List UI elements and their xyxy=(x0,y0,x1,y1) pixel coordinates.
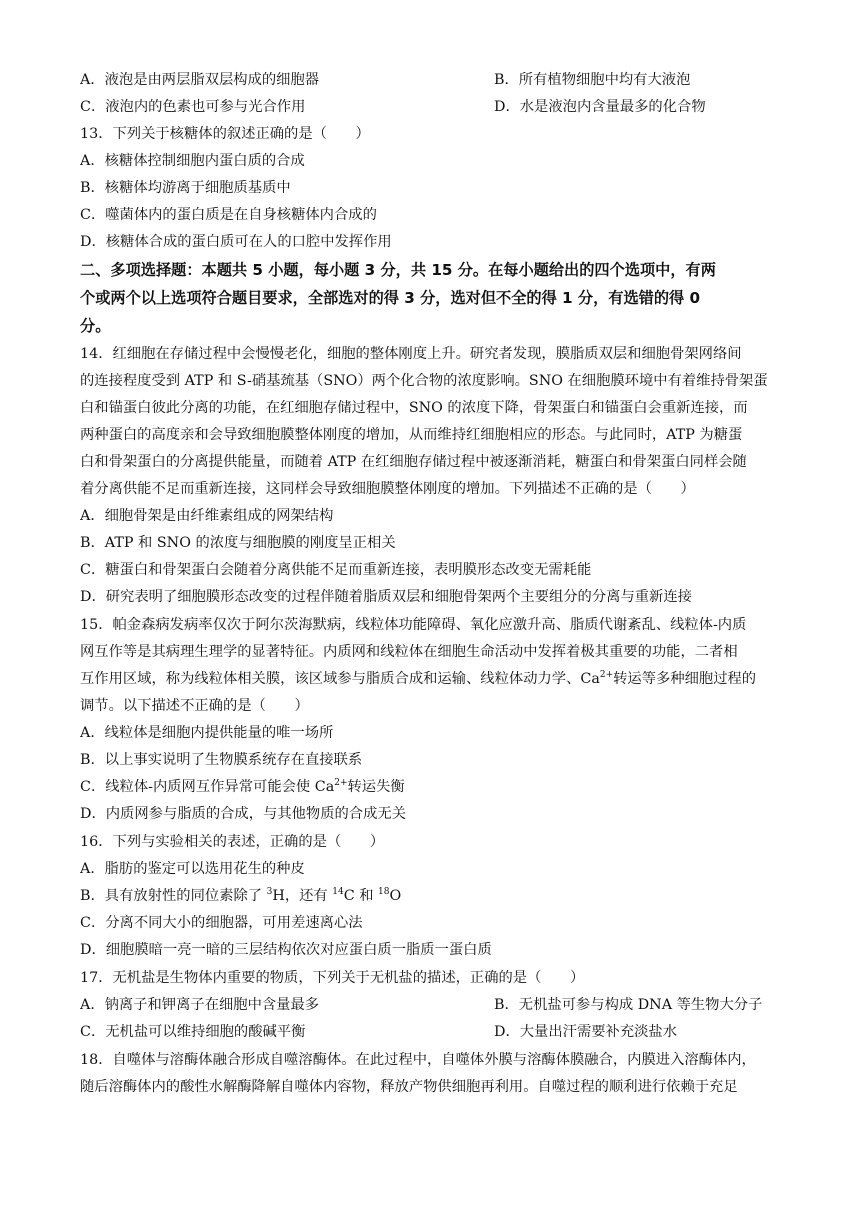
q12-options-row-2 xyxy=(80,97,795,117)
q14-stem-line-2: 的连接程度受到 ATP 和 S-硝基巯基（SNO）两个化合物的浓度影响。SNO 在细胞膜环境中有着维持骨架蛋 xyxy=(80,373,768,389)
q15-option-c-text-a: C．线粒体-内质网互作异常可能会使 Ca xyxy=(80,779,335,795)
q13-option-c: C．噬菌体内的蛋白质是在自身核糖体内合成的 xyxy=(80,207,377,223)
section2-heading-line-1: 二、多项选择题：本题共 5 小题，每小题 3 分，共 15 分。在每小题给出的四个选项中，有两 xyxy=(80,261,716,279)
q15-option-c-text-b: 转运失衡 xyxy=(347,779,405,795)
q13-stem: 13．下列关于核糖体的叙述正确的是（ ） xyxy=(80,126,370,142)
q17-options-row-2 xyxy=(80,1022,795,1042)
q14-option-a: A．细胞骨架是由纤维素组成的网架结构 xyxy=(80,508,334,524)
q18-stem-line-2: 随后溶酶体内的酸性水解酶降解自噬体内容物，释放产物供细胞再利用。自噬过程的顺利进行依赖于充足 xyxy=(80,1079,738,1095)
section2-heading-line-3: 分。 xyxy=(80,317,111,335)
q17-stem: 17．无机盐是生物体内重要的物质，下列关于无机盐的描述，正确的是（ ） xyxy=(80,970,585,986)
q14-option-d: D．研究表明了细胞膜形态改变的过程伴随着脂质双层和细胞骨架两个主要组分的分离与重新连接 xyxy=(80,589,692,605)
q15-stem-line-2: 网互作等是其病理生理学的显著特征。内质网和线粒体在细胞生命活动中发挥着极其重要的功能，二者相 xyxy=(80,644,738,660)
q17-option-b: B．无机盐可参与构成 DNA 等生物大分子 xyxy=(494,997,763,1013)
q14-stem-line-4: 两种蛋白的高度亲和会导致细胞膜整体刚度的增加，从而维持红细胞相应的形态。与此同时，ATP 为糖蛋 xyxy=(80,427,743,443)
q17-option-d: D．大量出汗需要补充淡盐水 xyxy=(494,1024,678,1040)
q15-stem-line-3-superscript: 2+ xyxy=(599,670,614,681)
q16-option-a: A．脂肪的鉴定可以选用花生的种皮 xyxy=(80,861,305,877)
q15-option-c-superscript: 2+ xyxy=(334,778,348,789)
q12-option-d: D．水是液泡内含量最多的化合物 xyxy=(494,99,706,115)
q15-option-c xyxy=(80,777,795,797)
q17-option-c: C．无机盐可以维持细胞的酸碱平衡 xyxy=(80,1024,306,1040)
q12-option-a: A．液泡是由两层脂双层构成的细胞器 xyxy=(80,72,320,88)
q15-stem-line-1: 15．帕金森病发病率仅次于阿尔茨海默病，线粒体功能障碍、氧化应激升高、脂质代谢紊乱、线粒体-内质 xyxy=(80,617,747,633)
q16-option-b-text-a: B．具有放射性的同位素除了 xyxy=(80,888,267,904)
q15-stem-line-3-text-b: 转运等多种细胞过程的 xyxy=(613,671,757,687)
q13-option-d: D．核糖体合成的蛋白质可在人的口腔中发挥作用 xyxy=(80,234,392,250)
q15-stem-line-4: 调节。以下描述不正确的是（ ） xyxy=(80,698,309,714)
q12-option-b: B．所有植物细胞中均有大液泡 xyxy=(494,72,691,88)
q16-option-b-text-c: C 和 xyxy=(343,888,379,904)
q16-option-b-text-b: H，还有 xyxy=(272,888,333,904)
q14-stem-line-6: 着分离供能不足而重新连接，这同样会导致细胞膜整体刚度的增加。下列描述不正确的是（ ） xyxy=(80,481,695,497)
q15-option-a: A．线粒体是细胞内提供能量的唯一场所 xyxy=(80,725,334,741)
q16-option-b-sup-o: 18 xyxy=(378,887,390,898)
q16-stem: 16．下列与实验相关的表述，正确的是（ ） xyxy=(80,834,385,850)
q12-options-row-1 xyxy=(80,70,795,90)
q15-option-d: D．内质网参与脂质的合成，与其他物质的合成无关 xyxy=(80,806,406,822)
q18-stem-line-1: 18．自噬体与溶酶体融合形成自噬溶酶体。在此过程中，自噬体外膜与溶酶体膜融合，内膜进入溶酶体内， xyxy=(80,1052,756,1068)
q14-option-b: B．ATP 和 SNO 的浓度与细胞膜的刚度呈正相关 xyxy=(80,535,396,551)
q16-option-d: D．细胞膜暗一亮一暗的三层结构依次对应蛋白质一脂质一蛋白质 xyxy=(80,942,492,958)
q17-options-row-1 xyxy=(80,995,795,1015)
q14-stem-line-1: 14．红细胞在存储过程中会慢慢老化，细胞的整体刚度上升。研究者发现，膜脂质双层和细胞骨架网络间 xyxy=(80,346,742,362)
q14-option-c: C．糖蛋白和骨架蛋白会随着分离供能不足而重新连接，表明膜形态改变无需耗能 xyxy=(80,562,592,578)
q17-option-a: A．钠离子和钾离子在细胞中含量最多 xyxy=(80,997,320,1013)
q13-option-b: B．核糖体均游离于细胞质基质中 xyxy=(80,180,291,196)
q15-option-b: B．以上事实说明了生物膜系统存在直接联系 xyxy=(80,752,363,768)
q12-option-c: C．液泡内的色素也可参与光合作用 xyxy=(80,99,306,115)
q16-option-b-sup-h: 3 xyxy=(266,887,273,898)
q16-option-b xyxy=(80,886,795,906)
q16-option-c: C．分离不同大小的细胞器，可用差速离心法 xyxy=(80,915,363,931)
section2-heading-line-2: 个或两个以上选项符合题目要求，全部选对的得 3 分，选对但不全的得 1 分，有选错的得 0 xyxy=(80,289,701,307)
q14-stem-line-3: 白和锚蛋白彼此分离的功能，在红细胞存储过程中，SNO 的浓度下降，骨架蛋白和锚蛋白会重新连接，而 xyxy=(80,400,748,416)
q15-stem-line-3-text-a: 互作用区域，称为线粒体相关膜，该区域参与脂质合成和运输、线粒体动力学、Ca xyxy=(80,671,600,687)
q15-stem-line-3 xyxy=(80,669,795,689)
q13-option-a: A．核糖体控制细胞内蛋白质的合成 xyxy=(80,153,305,169)
q14-stem-line-5: 白和骨架蛋白的分离提供能量，而随着 ATP 在红细胞存储过程中被逐渐消耗，糖蛋白和骨架蛋白同样会随 xyxy=(80,454,747,470)
q16-option-b-sup-c: 14 xyxy=(332,887,344,898)
q16-option-b-text-d: O xyxy=(389,888,402,904)
